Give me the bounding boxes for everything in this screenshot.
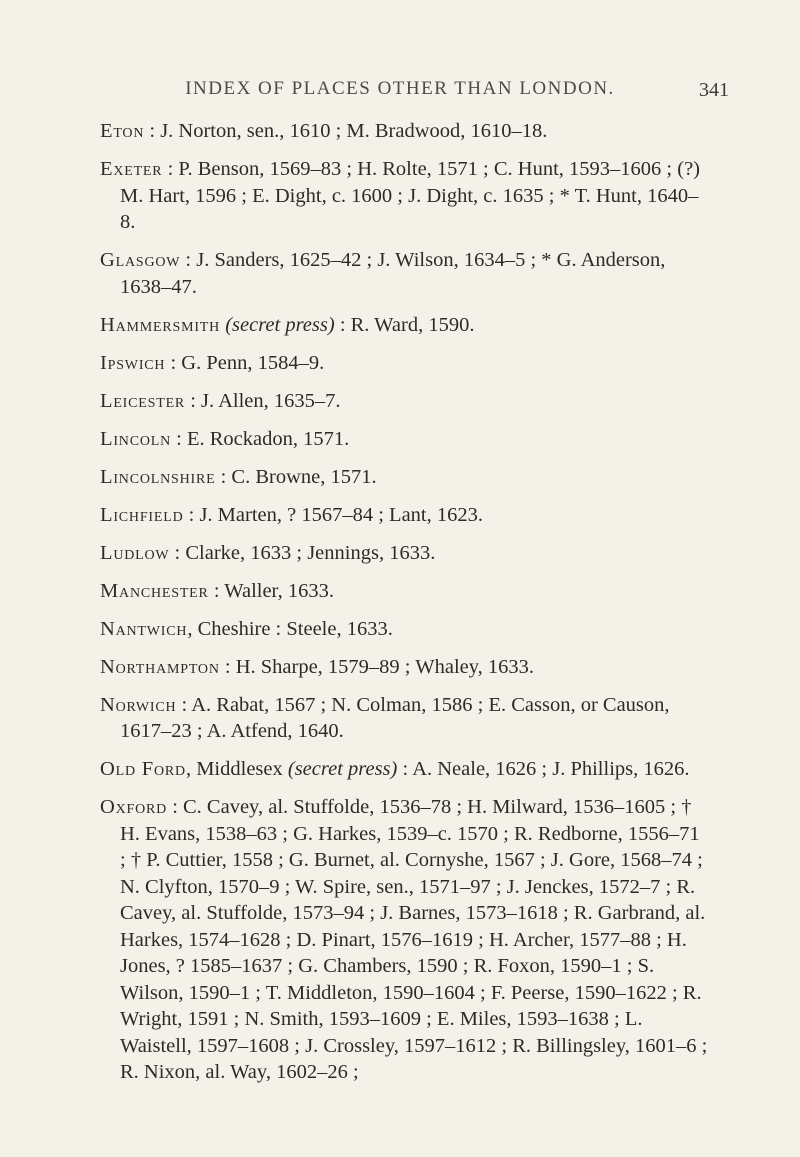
place-name: Manchester bbox=[100, 579, 209, 602]
index-entry-leicester bbox=[100, 388, 708, 415]
place-name: Hammersmith bbox=[100, 313, 221, 336]
index-entry-hammersmith bbox=[100, 312, 708, 339]
entry-text: : C. Cavey, al. Stuffolde, 1536–78 ; H. Milward, 1536–1605 ; † H. Evans, 1538–63 ; G. Harkes, 1539–c. 1570 ; R. Redborne, 1556–71 ; † P. Cuttier, 1558 ; G. Burnet, al. Cornyshe, 1567 ; J. Gore, 1568–74 ; N. Clyfton, 1570–9 ; W. Spire, sen., 1571–97 ; J. Jenckes, 1572–7 ; R. Cavey, al. Stuffolde, 1573–94 ; J. Barnes, 1573–1618 ; R. Garbrand, al. Harkes, 1574–1628 ; D. Pinart, 1576–1619 ; H. Archer, 1577–88 ; H. Jones, ? 1585–1637 ; G. Chambers, 1590 ; R. Foxon, 1590–1 ; S. Wilson, 1590–1 ; T. Middleton, 1590–1604 ; F. Peerse, 1590–1622 ; R. Wright, 1591 ; N. Smith, 1593–1609 ; E. Miles, 1593–1638 ; L. Waistell, 1597–1608 ; J. Crossley, 1597–1612 ; R. Billingsley, 1601–6 ; R. Nixon, al. Way, 1602–26 ; bbox=[120, 796, 708, 1083]
index-entry-lincoln bbox=[100, 426, 708, 453]
place-name: Exeter bbox=[100, 158, 163, 180]
entry-text: : Clarke, 1633 ; Jennings, 1633. bbox=[174, 541, 436, 564]
entry-note: (secret press) bbox=[287, 758, 398, 780]
entry-text: : H. Sharpe, 1579–89 ; Whaley, 1633. bbox=[224, 655, 535, 678]
page-number: 341 bbox=[699, 79, 729, 101]
index-entry-lichfield bbox=[100, 502, 708, 529]
entry-text: : P. Benson, 1569–83 ; H. Rolte, 1571 ; C. Hunt, 1593–1606 ; (?) M. Hart, 1596 ; E. Dight, c. 1600 ; J. Dight, c. 1635 ; * T. Hunt, 1640–8. bbox=[120, 158, 700, 233]
place-name: Lincolnshire bbox=[100, 465, 216, 488]
entry-text: : J. Allen, 1635–7. bbox=[190, 389, 341, 412]
place-name: Oxford bbox=[100, 796, 168, 818]
running-head: INDEX OF PLACES OTHER THAN LONDON. bbox=[185, 78, 615, 99]
entry-text: : J. Marten, ? 1567–84 ; Lant, 1623. bbox=[188, 503, 483, 526]
index-entry-exeter bbox=[100, 156, 708, 236]
entry-text: : Waller, 1633. bbox=[213, 579, 334, 602]
place-name: Old Ford bbox=[100, 758, 186, 780]
entry-text: : A. Rabat, 1567 ; N. Colman, 1586 ; E. Casson, or Causon, 1617–23 ; A. Atfend, 1640. bbox=[120, 693, 670, 742]
index-entry-lincolnshire bbox=[100, 464, 708, 491]
index-entry-old-ford bbox=[100, 756, 708, 783]
place-name: Northampton bbox=[100, 655, 220, 678]
entry-text: : G. Penn, 1584–9. bbox=[170, 351, 325, 374]
index-entry-ludlow bbox=[100, 540, 708, 567]
entry-text: , Cheshire : Steele, 1633. bbox=[187, 617, 393, 640]
entry-note: (secret press) bbox=[225, 313, 335, 336]
place-name: Norwich bbox=[100, 693, 177, 716]
index-entry-eton bbox=[100, 118, 708, 145]
entry-text: : C. Browne, 1571. bbox=[220, 465, 377, 488]
index-entry-nantwich bbox=[100, 616, 708, 643]
entry-text: , Middlesex bbox=[185, 758, 283, 780]
place-name: Lichfield bbox=[100, 503, 184, 526]
place-name: Eton bbox=[100, 120, 145, 142]
entry-text: : E. Rockadon, 1571. bbox=[176, 427, 350, 450]
entry-text: : J. Norton, sen., 1610 ; M. Bradwood, 1610–18. bbox=[149, 120, 548, 142]
place-name: Nantwich bbox=[100, 617, 188, 640]
index-entry-ipswich bbox=[100, 350, 708, 377]
index-entry-glasgow bbox=[100, 247, 708, 300]
index-entry-oxford bbox=[100, 794, 708, 1086]
entry-text: : R. Ward, 1590. bbox=[339, 313, 475, 336]
place-name: Ludlow bbox=[100, 541, 170, 564]
place-name: Leicester bbox=[100, 389, 186, 412]
index-entry-norwich bbox=[100, 692, 708, 745]
index-entry-northampton bbox=[100, 654, 708, 681]
entry-text: : J. Sanders, 1625–42 ; J. Wilson, 1634–5 ; * G. Anderson, 1638–47. bbox=[120, 249, 666, 298]
entry-text-continued: : A. Neale, 1626 ; J. Phillips, 1626. bbox=[402, 758, 690, 780]
index-entry-manchester bbox=[100, 578, 708, 605]
place-name: Lincoln bbox=[100, 427, 172, 450]
place-name: Glasgow bbox=[100, 249, 181, 271]
index-entries bbox=[100, 118, 708, 1097]
place-name: Ipswich bbox=[100, 351, 166, 374]
